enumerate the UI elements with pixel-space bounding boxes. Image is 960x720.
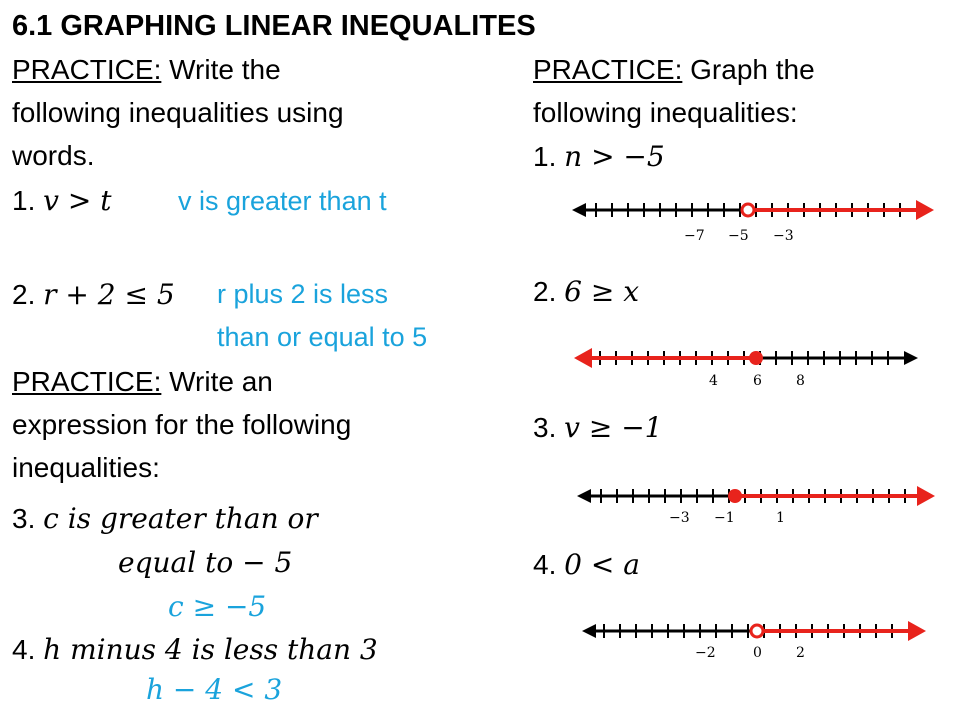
item3-text-line1: c is greater than or bbox=[43, 502, 318, 535]
practice3-line1-text: Graph the bbox=[682, 54, 815, 85]
practice1-line3: words. bbox=[12, 140, 95, 171]
nl3-label-right: 1 bbox=[776, 510, 785, 526]
item2-expression: r + 2 ≤ 5 bbox=[43, 278, 175, 311]
practice2-line1 bbox=[12, 366, 273, 398]
nl2-label-mid: 6 bbox=[753, 373, 762, 389]
graph-item2-prompt bbox=[533, 275, 639, 308]
graph-item4-prompt bbox=[533, 548, 640, 581]
left-arrow-icon bbox=[577, 489, 591, 503]
right-arrow-icon bbox=[904, 351, 918, 365]
open-circle-point bbox=[742, 204, 754, 216]
item2-number: 2. bbox=[12, 279, 36, 310]
graph-item1-prompt bbox=[533, 140, 665, 173]
practice2-heading: PRACTICE: bbox=[12, 366, 162, 397]
item1-var-t: t bbox=[100, 184, 112, 217]
graph-item3-expression: v ≥ −1 bbox=[564, 411, 663, 444]
right-arrow-icon bbox=[916, 200, 934, 220]
practice2-line3: inequalities: bbox=[12, 452, 160, 483]
item3-answer: c ≥ −5 bbox=[168, 590, 267, 623]
graph-item2-number: 2. bbox=[533, 276, 557, 307]
item1-var-v: v bbox=[43, 184, 59, 217]
item1-answer: v is greater than t bbox=[178, 186, 387, 216]
open-circle-point bbox=[751, 625, 763, 637]
graph-item3-prompt bbox=[533, 411, 663, 444]
nl1-label-left: −7 bbox=[684, 228, 705, 244]
practice1-heading: PRACTICE: bbox=[12, 54, 162, 85]
practice1-line2: following inequalities using bbox=[12, 97, 344, 128]
item3-prompt-line1 bbox=[12, 502, 318, 535]
item1-number: 1. bbox=[12, 185, 36, 216]
item3-text-line2: equal to − 5 bbox=[118, 546, 293, 579]
practice2-line1-text: Write an bbox=[161, 366, 273, 397]
item4-prompt bbox=[12, 633, 378, 666]
item3-number: 3. bbox=[12, 503, 36, 534]
practice2-line2: expression for the following bbox=[12, 409, 352, 440]
graph-item4-expression: 0 < a bbox=[564, 548, 640, 581]
nl4-label-right: 2 bbox=[796, 645, 805, 661]
item4-answer: h − 4 < 3 bbox=[146, 673, 283, 706]
left-arrow-icon bbox=[574, 348, 592, 368]
closed-circle-point bbox=[728, 489, 742, 503]
closed-circle-point bbox=[749, 351, 763, 365]
item1-operator: > bbox=[58, 184, 101, 217]
item4-number: 4. bbox=[12, 634, 36, 665]
graph-item1-expression: n > −5 bbox=[564, 140, 665, 173]
number-line-3 bbox=[575, 481, 945, 511]
item1-prompt bbox=[12, 184, 112, 217]
nl1-label-mid: −5 bbox=[728, 228, 749, 244]
nl3-label-mid: −1 bbox=[714, 510, 735, 526]
practice1-line1 bbox=[12, 54, 281, 86]
number-line-2 bbox=[570, 343, 940, 373]
practice3-line2: following inequalities: bbox=[533, 97, 798, 128]
graph-item1-number: 1. bbox=[533, 141, 557, 172]
nl2-label-left: 4 bbox=[709, 373, 718, 389]
nl1-label-right: −3 bbox=[773, 228, 794, 244]
practice3-line1 bbox=[533, 54, 815, 86]
right-arrow-icon bbox=[917, 486, 935, 506]
left-arrow-icon bbox=[572, 203, 586, 217]
item2-prompt bbox=[12, 278, 175, 311]
practice3-heading: PRACTICE: bbox=[533, 54, 683, 85]
right-arrow-icon bbox=[908, 621, 926, 641]
nl2-label-right: 8 bbox=[796, 373, 805, 389]
nl3-label-left: −3 bbox=[669, 510, 690, 526]
item2-answer-line1: r plus 2 is less bbox=[217, 279, 389, 309]
number-line-4 bbox=[580, 616, 940, 646]
page-title: 6.1 GRAPHING LINEAR INEQUALITES bbox=[12, 10, 536, 42]
nl4-label-mid: 0 bbox=[753, 645, 762, 661]
item4-text: h minus 4 is less than 3 bbox=[43, 633, 378, 666]
graph-item2-expression: 6 ≥ x bbox=[564, 275, 640, 308]
graph-item4-number: 4. bbox=[533, 549, 557, 580]
number-line-1 bbox=[570, 195, 940, 225]
practice1-line1-text: Write the bbox=[161, 54, 281, 85]
graph-item3-number: 3. bbox=[533, 412, 557, 443]
item2-answer-line2: than or equal to 5 bbox=[217, 322, 428, 352]
left-arrow-icon bbox=[582, 624, 596, 638]
nl4-label-left: −2 bbox=[695, 645, 716, 661]
